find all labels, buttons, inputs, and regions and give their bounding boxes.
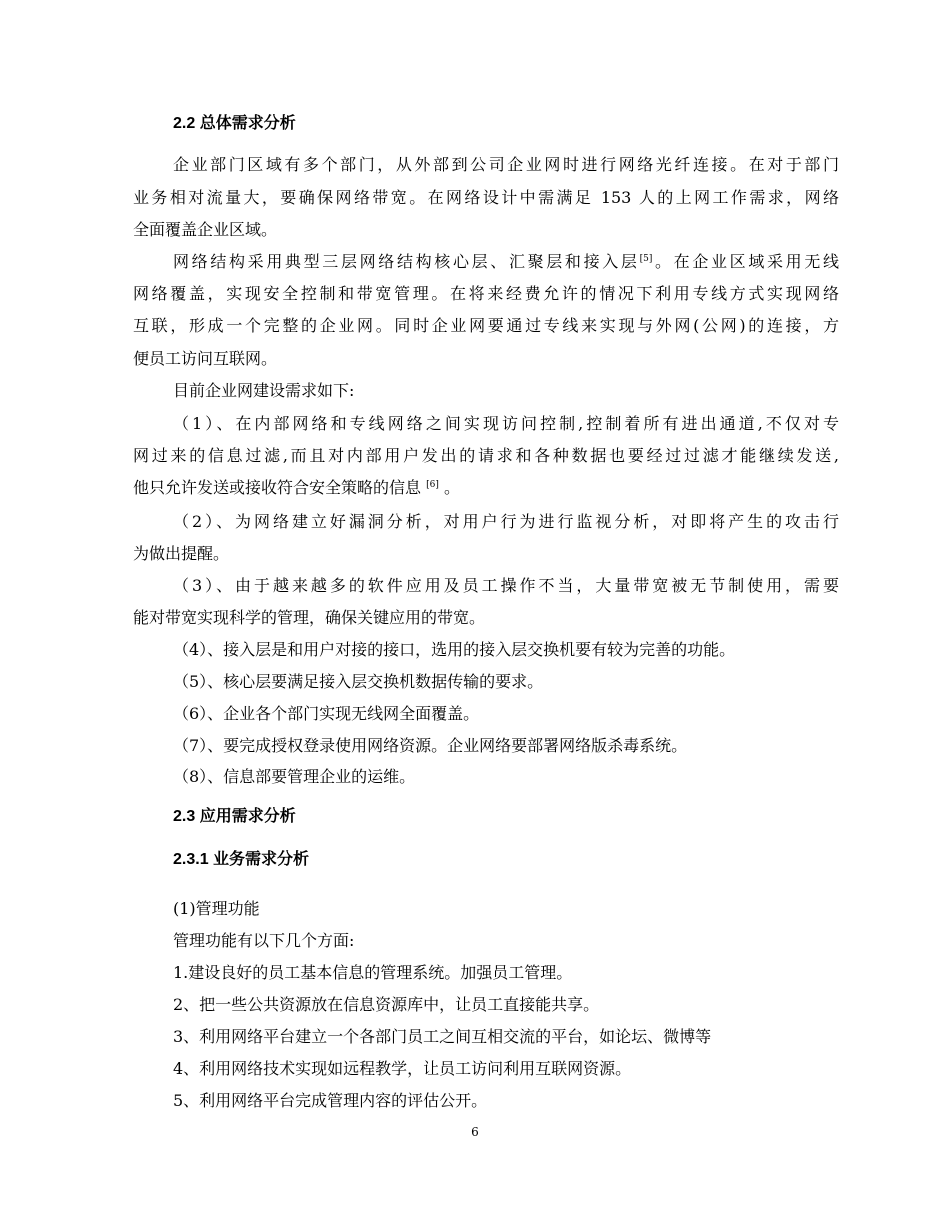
paragraph-line: 管理功能有以下几个方面: (173, 931, 355, 950)
list-item: （1）、在内部网络和专线网络之间实现访问控制,控制着所有进出通道,不仅对专 (173, 414, 839, 433)
section-heading-2-3: 2.3 应用需求分析 (173, 808, 296, 825)
list-item-cont: 网过来的信息过滤,而且对内部用户发出的请求和各种数据也要经过过滤才能继续发送, (133, 446, 839, 465)
list-item: 2、把一些公共资源放在信息资源库中，让员工直接能共享。 (173, 995, 600, 1014)
paragraph-line: 业务相对流量大，要确保网络带宽。在网络设计中需满足 153 人的上网工作需求，网络 (133, 188, 839, 207)
list-item-cont: 他只允许发送或接收符合安全策略的信息 [6] 。 (133, 478, 460, 497)
list-item: （2）、为网络建立好漏洞分析，对用户行为进行监视分析，对即将产生的攻击行 (173, 512, 839, 531)
subsection-label: (1)管理功能 (173, 899, 260, 918)
list-item: 5、利用网络平台完成管理内容的评估公开。 (173, 1091, 488, 1110)
list-item: （5）、核心层要满足接入层交换机数据传输的要求。 (173, 672, 544, 691)
section-heading-2-2: 2.2 总体需求分析 (173, 115, 296, 132)
paragraph-line: 网络结构采用典型三层网络结构核心层、汇聚层和接入层[5]。在企业区域采用无线 (173, 252, 839, 271)
section-heading-2-3-1: 2.3.1 业务需求分析 (173, 851, 310, 868)
page-number: 6 (471, 1125, 479, 1139)
list-item: 3、利用网络平台建立一个各部门员工之间互相交流的平台，如论坛、微博等 (173, 1027, 712, 1046)
paragraph-line: 目前企业网建设需求如下: (173, 381, 355, 400)
list-item: （7）、要完成授权登录使用网络资源。企业网络要部署网络版杀毒系统。 (173, 736, 688, 755)
citation-ref: [5] (639, 254, 653, 264)
list-item: （6）、企业各个部门实现无线网全面覆盖。 (173, 704, 480, 723)
paragraph-line: 全面覆盖企业区域。 (133, 220, 278, 239)
paragraph-line: 企业部门区域有多个部门，从外部到公司企业网时进行网络光纤连接。在对于部门 (173, 155, 839, 174)
list-item-cont: 为做出提醒。 (133, 544, 230, 563)
paragraph-line: 便员工访问互联网。 (133, 349, 278, 368)
citation-ref: [6] (426, 480, 439, 490)
list-item: （4）、接入层是和用户对接的接口，选用的接入层交换机要有较为完善的功能。 (173, 640, 736, 659)
list-item-cont: 能对带宽实现科学的管理，确保关键应用的带宽。 (133, 608, 486, 627)
list-item: （8）、信息部要管理企业的运维。 (173, 767, 416, 786)
list-item: 4、利用网络技术实现如远程教学，让员工访问利用互联网资源。 (173, 1059, 632, 1078)
paragraph-line: 互联，形成一个完整的企业网。同时企业网要通过专线来实现与外网(公网)的连接，方 (133, 316, 839, 335)
paragraph-line: 网络覆盖，实现安全控制和带宽管理。在将来经费允许的情况下利用专线方式实现网络 (133, 284, 839, 303)
list-item: 1.建设良好的员工基本信息的管理系统。加强员工管理。 (173, 963, 573, 982)
list-item: （3）、由于越来越多的软件应用及员工操作不当，大量带宽被无节制使用，需要 (173, 576, 839, 595)
